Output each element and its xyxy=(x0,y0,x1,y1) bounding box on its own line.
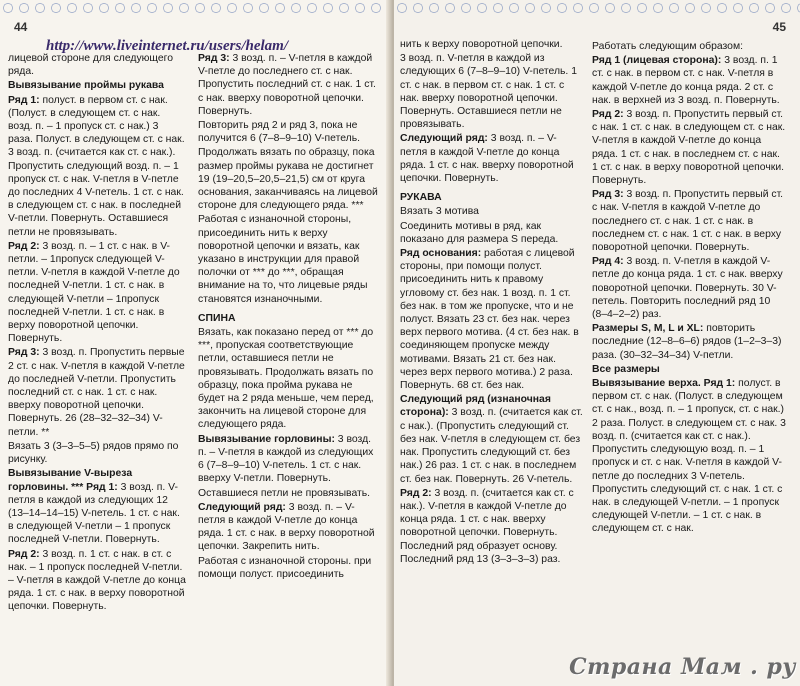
paragraph xyxy=(592,322,788,362)
paragraph xyxy=(400,205,584,218)
paragraph xyxy=(198,213,378,305)
row-label: Ряд 2: xyxy=(8,548,40,560)
paragraph-text: 3 возд. п. Пропустить первый ст. с нак. 1 ст. с нак. в следующем ст. с нак. V-петля в каждой V-петле до конца ряда. 1 ст. с нак. в последнем ст. с нак. 1 ст. с нак. в верху поворотной цепочки. Повернуть. xyxy=(592,109,786,187)
site-watermark: Страна Мам . ру xyxy=(569,654,796,680)
paragraph-text: Работая с изнаночной стороны. при помощи полуст. присоединить xyxy=(198,555,372,580)
paragraph xyxy=(592,188,788,254)
paragraph-text: повторить последние (12–8–6–6) рядов (1–2–3–3) раза. (30–32–34–34) V-петли. xyxy=(592,323,782,361)
paragraph-text: Продолжать вязать по образцу, пока размер проймы рукава не достигнет 19 (19–20,5–20,5–21,5) см от круга основания, заканчиваясь на лицевой стороне для следующего ряда. *** xyxy=(198,147,378,212)
paragraph xyxy=(592,377,788,535)
paragraph xyxy=(198,326,378,432)
row-label: Следующий ряд: xyxy=(400,133,488,145)
paragraph xyxy=(592,363,788,376)
source-url: http://www.liveinternet.ru/users/helam/ xyxy=(46,38,288,54)
paragraph-text: Вязать 3 мотива xyxy=(400,206,479,218)
paragraph-text: 3 возд. п. – V-петля в каждой V-петле до последнего ст. с нак. Пропустить последний ст. с нак. 1 ст. с нак. вверху поворотной цепочки. Повернуть. xyxy=(198,53,376,117)
row-label: Следующий ряд (изнаночная сторона): xyxy=(400,394,551,419)
paragraph xyxy=(198,433,378,486)
paragraph-text: 3 возд. п. Пропустить первый ст. с нак. V-петля в каждой V-петле до последнего ст. с нак. 1 ст. с нак. в последнем ст. с нак. 1 ст. с нак. в верху поворотной цепочки. Повернуть. xyxy=(592,189,784,254)
paragraph xyxy=(8,240,186,346)
paragraph-text: полуст. в первом ст. с нак. (Полуст. в следующем ст. с нак., возд. п. – 1 пропуск, ст. с нак.) 2 раза. Полуст. в следующем ст. с нак. 3 возд. п. (считается как ст. с нак.). Пропустить следующую возд. п. – 1 пропуск и ст. с нак. V-петля в каждой V-петле до последних 3 V-петель. Пропустить следующий ст. с нак. 1 ст. с нак. в следующей V-петли. – 1 пропуск следующей V-петли. – 1 ст. с нак. в следующем ст. с нак. xyxy=(592,378,786,535)
paragraph-text: работая с лицевой стороны, при помощи полуст. присоединить нить к правому угловому ст. без нак. 1 возд. п. 1 ст. без нак. в том же пропуске, что и не полуст. Вязать 23 ст. без нак. через верх первого мотива. (4 ст. без нак. в соединяющем пропуске между мотивами. Вязать 21 ст. без нак. через верх первого мотива.) 2 раза. Повернуть. 68 ст. без нак. xyxy=(400,248,579,392)
paragraph xyxy=(198,119,378,145)
paragraph-text: СПИНА xyxy=(198,312,236,324)
paragraph xyxy=(198,555,378,581)
row-label: Ряд 3: xyxy=(592,189,624,201)
paragraph-text: Вывязывание проймы рукава xyxy=(8,80,164,92)
paragraph-text: 3 возд. п. – V-петля в каждой из следующих 6 (7–8–9–10) V-петель. 1 ст. с нак. вверху V-петли. Повернуть. xyxy=(198,433,374,485)
paragraph xyxy=(8,52,186,78)
paragraph xyxy=(198,487,378,500)
paragraph xyxy=(8,440,186,466)
paragraph-text: Работать следующим образом: xyxy=(592,41,743,52)
page-border-ornament xyxy=(0,0,392,16)
paragraph-text: Вязать, как показано перед от *** до ***, пропуская соответствующие петли, оставшиеся петли не провязывать. Продолжать вязать по образцу, пока пройма рукава не будет на 2 ряда меньше, чем перед, закончить на лицевой стороне для следующего ряда. xyxy=(198,327,374,431)
paragraph-text: Повторить ряд 2 и ряд 3, пока не получится 6 (7–8–9–10) V-петель. xyxy=(198,120,361,145)
paragraph-text: 3 возд. п. 1 ст. с нак. в ст. с нак. – 1 пропуск последней V-петли. – V-петля в каждой V-петле до конца ряда. 1 ст. с нак. в верху поворотной цепочки. Повернуть. xyxy=(8,548,186,613)
row-label: Вывязывание V-выреза горловины. *** Ряд 1: xyxy=(8,468,133,493)
paragraph xyxy=(198,52,378,118)
paragraph-text: нить к верху поворотной цепочки. xyxy=(400,39,563,50)
paragraph-text: 3 возд. п. Пропустить первые 2 ст. с нак. V-петля в каждой V-петле до последней V-петли. Пропустить последний ст. с нак. 1 ст. с нак. вверху поворотной цепочки. Повернуть. 26 (28–32–32–34) V-петли. ** xyxy=(8,347,185,438)
row-label: Вывязывание верха. Ряд 1: xyxy=(592,378,736,390)
left-page xyxy=(0,0,393,686)
paragraph xyxy=(400,52,584,131)
row-label: Вывязывание горловины: xyxy=(198,433,335,445)
section-heading xyxy=(400,191,584,204)
paragraph xyxy=(8,548,186,614)
paragraph xyxy=(400,247,584,392)
paragraph-text: лицевой стороне для следующего ряда. xyxy=(8,53,173,78)
row-label: Ряд 2: xyxy=(8,240,40,252)
paragraph xyxy=(592,40,788,53)
paragraph-text: 3 возд. п. V-петля в каждой V-петле до конца ряда. 1 ст. с нак. вверху поворотной цепочки. Повернуть. 30 V-петель. Повторить последний ряд 10 (8–4–2–2) раз. xyxy=(592,256,783,321)
right-column-2 xyxy=(592,40,788,537)
paragraph-text: 3 возд. п. (считается как ст. с нак.). (Пропустить следующий ст. без нак. V-петля в следующем ст. без нак. Пропустить следующий ст. без нак.) 26 раз. 1 ст. с нак. в последнем ст. без нак. Повернуть. 26 V-петель. xyxy=(400,407,583,485)
row-label: Ряд 2: xyxy=(400,487,432,499)
paragraph xyxy=(400,38,584,51)
row-label: Следующий ряд: xyxy=(198,501,286,513)
paragraph-text: Все размеры xyxy=(592,363,660,375)
paragraph xyxy=(592,108,788,187)
row-label: Ряд 2: xyxy=(592,109,624,121)
page-number: 44 xyxy=(14,20,28,34)
left-column-2 xyxy=(198,52,378,582)
paragraph-text: 3 возд. п. (считается как ст. с нак.). V-петля в каждой V-петле до конца ряда. 1 ст. с нак. вверху поворотной цепочки. Повернуть. Последний ряд образует основу. Последний ряд 13 (3–3–3–3) раз. xyxy=(400,487,574,565)
paragraph-text: Оставшиеся петли не провязывать. xyxy=(198,487,371,499)
paragraph xyxy=(400,132,584,185)
paragraph-text: полуст. в первом ст. с нак. (Полуст. в следующем ст. с нак. возд. п. – 1 пропуск ст. с нак.) 3 раза. Полуст. в следующем ст. с нак. 3 возд. п. (считается как ст. с нак.). Пропустить следующий возд. п. – 1 пропуск ст. с нак. V-петля в V-петле до последних 4 V-петель. 1 ст. с нак. в следующем ст. с нак. в последней V-петли. Повернуть. Оставшиеся петли не провязывать. xyxy=(8,94,185,238)
paragraph-text: Вязать 3 (3–3–5–5) рядов прямо по рисунку. xyxy=(8,440,179,466)
paragraph-text: 3 возд. п. – V-петля в каждой V-петле до конца ряда. 1 ст. с нак. вверху поворотной цепочки. Повернуть. xyxy=(400,133,574,185)
paragraph-text: 3 возд. п. 1 ст. с нак. в первом ст. с нак. V-петля в каждой V-петле до конца ряда. 2 ст. с нак. в верхней из 3 возд. п. Повернуть. xyxy=(592,55,780,106)
paragraph-text: РУКАВА xyxy=(400,192,442,204)
paragraph-text: Соединить мотивы в ряд, как показано для размера S переда. xyxy=(400,220,559,245)
paragraph xyxy=(198,501,378,554)
row-label: Ряд 1 (лицевая сторона): xyxy=(592,55,722,67)
row-label: Размеры S, M, L и XL: xyxy=(592,323,704,335)
right-page xyxy=(394,0,800,686)
row-label: Ряд 1: xyxy=(8,94,40,106)
page-border-ornament xyxy=(394,0,800,16)
paragraph-text: 3 возд. п. – 1 ст. с нак. в V-петли. – 1пропуск следующей V-петли. V-петля в каждой V-петле до последней V-петли. 1 ст. с нак. в следующей V-петли – 1пропуск последней V-петли. 1 ст. с нак. в верху поворотной цепочки. Повернуть. xyxy=(8,240,180,345)
paragraph xyxy=(400,393,584,485)
paragraph-text: 3 возд. п. – V-петля в каждой V-петле до конца ряда. 1 ст. с нак. в верху поворотной цепочки. Закрепить нить. xyxy=(198,501,375,553)
section-heading xyxy=(198,312,378,325)
paragraph-text: Работая с изнаночной стороны, присоединить нить к верху поворотной цепочки и вязать, как указано в инструкции для правой полочки от *** до ***, обращая внимание на то, что лицевые ряды становятся изнаночными. xyxy=(198,214,368,305)
row-label: Ряд 3: xyxy=(8,347,40,359)
left-column-1 xyxy=(8,52,186,615)
paragraph xyxy=(8,79,186,92)
row-label: Ряд 4: xyxy=(592,256,624,268)
paragraph xyxy=(8,94,186,239)
row-label: Ряд 3: xyxy=(198,53,230,64)
row-label: Ряд основания: xyxy=(400,248,482,260)
paragraph xyxy=(8,467,186,546)
paragraph-text: 3 возд. п. V-петля в каждой из следующих 12 (13–14–14–15) V-петель. 1 ст. с нак. в следующей V-петли – 1 пропуск последней V-петли. Повернуть. xyxy=(8,481,180,546)
paragraph-text: 3 возд. п. V-петля в каждой из следующих 6 (7–8–9–10) V-петель. 1 ст. с нак. в первом ст. с нак. 1 ст. с нак. вверху поворотной цепочки. Повернуть. Оставшиеся петли не провязывать. xyxy=(400,53,577,131)
paragraph xyxy=(400,220,584,246)
right-column-1 xyxy=(400,38,584,567)
paragraph xyxy=(198,146,378,212)
paragraph xyxy=(592,54,788,107)
page-number: 45 xyxy=(772,20,786,34)
paragraph xyxy=(400,487,584,566)
paragraph xyxy=(8,346,186,438)
paragraph xyxy=(592,255,788,321)
